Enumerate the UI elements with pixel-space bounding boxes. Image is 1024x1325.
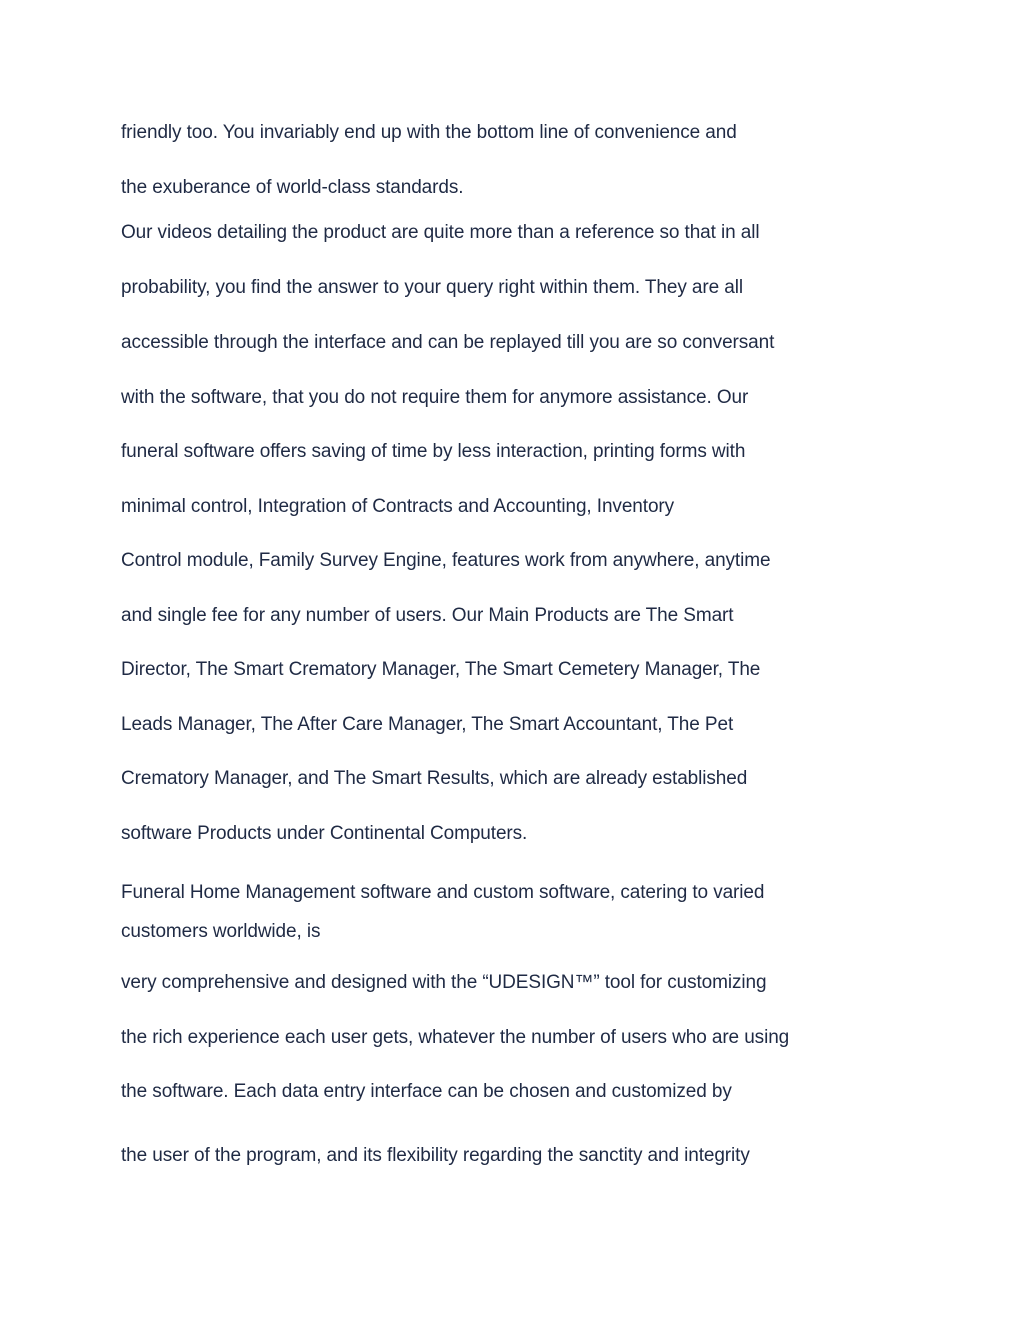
text-line: the rich experience each user gets, whatever the number of users who are using xyxy=(121,1027,790,1048)
text-line: Control module, Family Survey Engine, features work from anywhere, anytime xyxy=(121,550,771,571)
text-line: Leads Manager, The After Care Manager, The Smart Accountant, The Pet xyxy=(121,714,734,735)
text-line: Our videos detailing the product are quite more than a reference so that in all xyxy=(121,222,760,243)
text-line: software Products under Continental Computers. xyxy=(121,823,528,844)
text-line: minimal control, Integration of Contracts and Accounting, Inventory xyxy=(121,496,675,517)
text-line: with the software, that you do not require them for anymore assistance. Our xyxy=(121,387,749,408)
text-line: friendly too. You invariably end up with the bottom line of convenience and xyxy=(121,122,737,143)
text-line: the software. Each data entry interface can be chosen and customized by xyxy=(121,1081,732,1102)
text-line: Crematory Manager, and The Smart Results, which are already established xyxy=(121,768,748,789)
text-line: very comprehensive and designed with the “UDESIGN™” tool for customizing xyxy=(121,972,767,993)
text-line: accessible through the interface and can be replayed till you are so conversant xyxy=(121,332,775,353)
text-line: Director, The Smart Crematory Manager, The Smart Cemetery Manager, The xyxy=(121,659,761,680)
text-line: the exuberance of world-class standards. xyxy=(121,177,464,198)
text-line: customers worldwide, is xyxy=(121,921,321,942)
text-line: and single fee for any number of users. Our Main Products are The Smart xyxy=(121,605,734,626)
text-line: Funeral Home Management software and custom software, catering to varied xyxy=(121,882,765,903)
text-line: funeral software offers saving of time by less interaction, printing forms with xyxy=(121,441,746,462)
text-line: the user of the program, and its flexibility regarding the sanctity and integrity xyxy=(121,1145,750,1166)
text-line: probability, you find the answer to your query right within them. They are all xyxy=(121,277,743,298)
